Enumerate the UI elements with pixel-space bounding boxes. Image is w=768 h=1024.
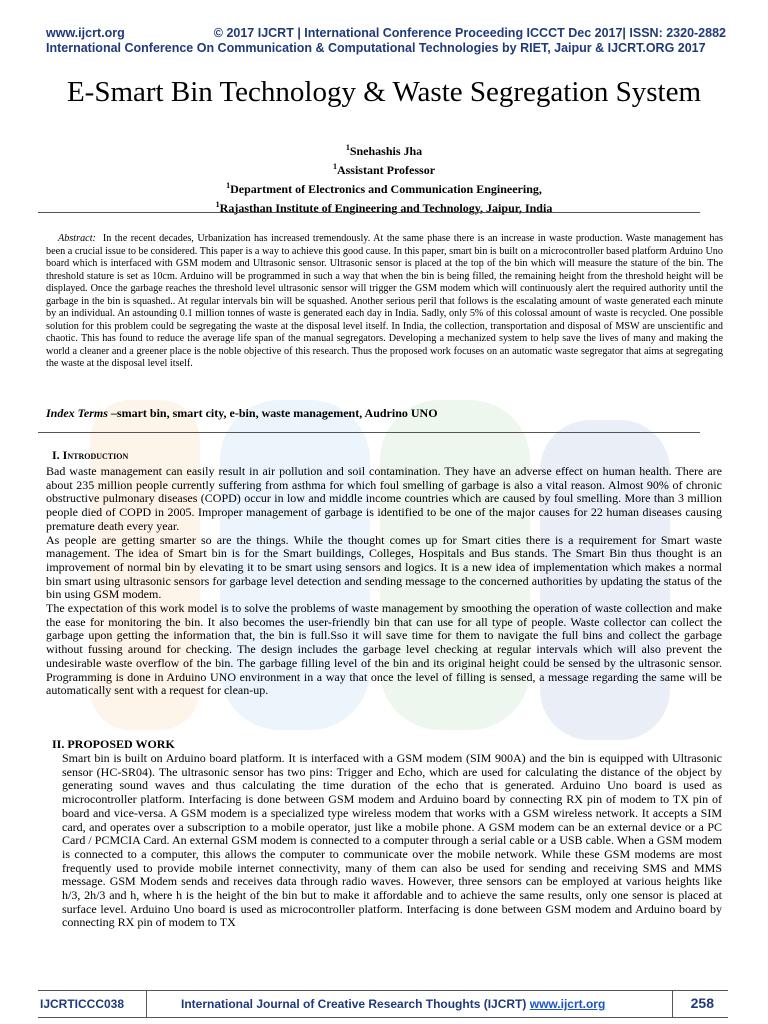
abstract-text: In the recent decades, Urbanization has increased tremendously. At the same phase there is an increase in waste production. Waste management has been a crucial issue to be considered. This paper is a way to achieve this good cause. In this paper, smart bin is built on a microcontroller based platform Arduino Uno board which is interfaced with GSM modem and Ultrasonic sensor. Ultrasonic sensor is placed at the top of the bin which will measure the stature of the bin. The threshold stature is set as 10cm. Arduino will be programmed in such a way that when the bin is being filled, the remaining height from the threshold height will be displayed. Once the garbage reaches the threshold level ultrasonic sensor will trigger the GSM modem which will continuously alert the required authority until the garbage in the bin is squashed.. At regular intervals bin will be squashed. Another serious peril that follows is the escalating amount of waste generated each minute by an individual. An astounding 0.1 million tonnes of waste is generated each day in India. Sadly, only 5% of this colossal amount of waste is recycled. One possible solution for this problem could be segregating the waste at the disposal level itself. In India, the collection, transportation and disposal of MSW are unscientific and chaotic. This has found to reduce the average life span of the manual segregators. Developing a mechanized system to help save the lives of many and making the world a cleaner and a greener place is the noble objective of this research. Thus the proposed work focuses on an automatic waste segregator that aims at segregating the waste at the disposal level itself. [46,233,723,369]
paper-code: IJCRTICCC038 [40,997,125,1011]
page-number: 258 [690,995,714,1011]
running-header [46,26,726,56]
paragraph: As people are getting smarter so are the things. While the thought comes up for Smart cities there is a requirement for Smart waste management. The idea of Smart bin is for the Smart buildings, Colleges, Hospitals and Bus stands. The Smart Bin thus thought is an improvement of normal bin by elevating it to be smart using sensors and logics. It is a new idea of implementation which makes a normal bin smart using ultrasonic sensors for garbage level detection and sending message to the concerned authorities by updating the status of the bin using GSM modem. [46,532,722,602]
paragraph: Bad waste management can easily result in air pollution and soil contamination. They have an adverse effect on human health. There are about 235 million people currently suffering from asthma for which foul smelling of garbage is also a vital reason. Almost 90% of chronic obstructive pulmonary diseases (COPD) occur in low and middle income countries which are caused by foul smelling. More than 3 million people died of COPD in 2005. Improper management of garbage is identified to be one of the major causes for 22 human diseases causing premature death every year. [46,464,722,533]
journal-name: International Journal of Creative Research Thoughts (IJCRT) www.ijcrt.org [181,997,606,1011]
journal-link[interactable]: www.ijcrt.org [529,997,606,1011]
section-heading-introduction: I. Introduction [52,448,129,462]
paragraph: Smart bin is built on Arduino board platform. It is interfaced with a GSM modem (SIM 900A) and the bin is equipped with Ultrasonic sensor (HC-SR04). The ultrasonic sensor has two pins: Trigger and Echo, which are used for calculating the distance of the object by generating sound waves and thus calculating the time duration of the echo that is generated. Arduino Uno board is used as microcontroller platform. Interfacing is done between GSM modem and Arduino board by connecting RX pin of modem to TX pin of board and vice-versa. A GSM modem is a specialized type wireless modem that works with a GSM wireless network. It accepts a SIM card, and operates over a subscription to a mobile operator, just like a mobile phone. A GSM modem can be an external device or a PC Card / PCMCIA Card. An external GSM modem is connected to a computer through a serial cable or a USB cable. When a GSM modem is connected to a computer, this allows the computer to communicate over the mobile network. While these GSM modems are most frequently used to provide mobile internet connectivity, many of them can also be used for sending and receiving SMS and MMS message. GSM Modem sends and receives data through radio waves. However, three sensors can be employed at various heights like h/3, 2h/3 and h, where h is the height of the bin but to make it affordable and to achieve the same results, only one sensor is placed at surface level. Arduino Uno board is used as microcontroller platform. Interfacing is done between GSM modem and Arduino board by connecting RX pin of modem to TX [62,751,722,930]
page-footer [38,990,728,1018]
index-terms [46,406,726,421]
author-name: Snehashis Jha [349,144,423,158]
paper-title: E-Smart Bin Technology & Waste Segregation System [66,76,702,108]
abstract [46,233,723,371]
section-proposed-work-body [62,752,722,930]
author-institute: Rajasthan Institute of Engineering and Technology, Jaipur, India [219,201,553,215]
index-terms-label: Index Terms [46,406,108,420]
abstract-label: Abstract: [58,233,96,244]
header-site-link[interactable]: www.ijcrt.org [46,26,125,40]
paragraph: The expectation of this work model is to solve the problems of waste management by smoothing the operation of waste collection and make the ease for monitoring the bin. It also becomes the user-friendly bin that can use for all type of people. Waste collector can collect the garbage upon getting the information that, the bin is full.Sso it will save time for them to navigate the full bins and collect the garbage without fussing around for checking. The design includes the garbage level checking at regular intervals which will also prevent the undesirable waste overflow of the bin. The garbage filling level of the bin and its original height could be sensed by the ultrasonic sensor. Programming is done in Arduino UNO environment in a way that once the level of filling is sensed, a message regarding the same will be automatically sent with a request for clean-up. [46,601,722,698]
section-heading-proposed-work: II. PROPOSED WORK [52,737,175,751]
divider [38,432,700,433]
header-copyright: © 2017 IJCRT | International Conference Proceeding ICCCT Dec 2017| ISSN: 2320-2882 [213,26,726,40]
author-department: Department of Electronics and Communication Engineering, [230,182,542,196]
author-block: $^1$Snehashis Jha $^1$Assistant Professor $^1$Department of Electronics and Communication Engineering, $^1$Rajasthan Institute of Engineering and Technology, Jaipur, India [215,143,553,215]
index-terms-text: –smart bin, smart city, e-bin, waste management, Audrino UNO [110,406,438,420]
header-conference: International Conference On Communication & Computational Technologies by RIET, Jaipur & IJCRT.ORG 2017 [46,41,706,55]
author-role: Assistant Professor [336,163,436,177]
divider [38,212,700,213]
section-introduction-body [46,465,722,698]
